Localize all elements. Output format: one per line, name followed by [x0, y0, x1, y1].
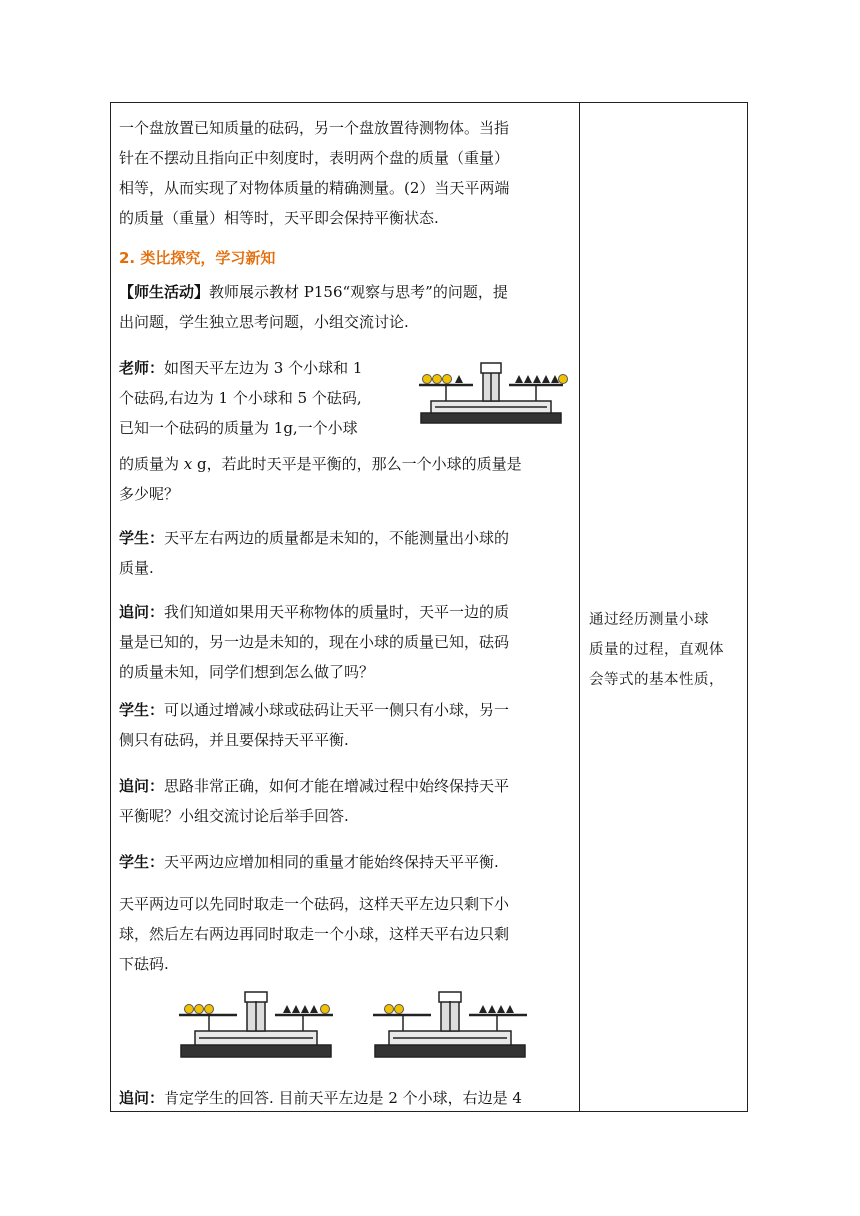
section-heading: 2. 类比探究，学习新知	[119, 249, 276, 267]
explanation-line: 天平两边可以先同时取走一个砝码，这样天平左边只剩下小	[119, 895, 510, 913]
activity-label: 【师生活动】	[119, 283, 210, 301]
teacher-paragraph	[119, 353, 409, 443]
balance-scale-figure-2	[173, 989, 339, 1059]
explanation-paragraph	[119, 889, 573, 979]
student-answer-3	[119, 847, 573, 877]
balls-left	[423, 375, 464, 384]
followup-label: 追问：	[119, 777, 165, 795]
followup-text: 量是已知的，另一边是未知的，现在小球的质量已知，砝码	[119, 633, 510, 651]
teacher-text: 的质量为	[119, 455, 184, 473]
followup-question-3	[119, 1083, 573, 1113]
explanation-line: 球，然后左右两边再同时取走一个小球，这样天平右边只剩	[119, 925, 510, 943]
student-text: 质量.	[119, 559, 154, 577]
note-line: 通过经历测量小球	[589, 612, 709, 628]
balance-scale-drawing	[419, 363, 563, 423]
student-label: 学生：	[119, 853, 165, 871]
teacher-text: 已知一个砝码的质量为 1g,一个小球	[119, 419, 358, 437]
intro-line: 相等，从而实现了对物体质量的精确测量。(2）当天平两端	[119, 179, 510, 197]
balls-left	[385, 1005, 404, 1014]
followup-label: 追问：	[119, 1089, 165, 1107]
intro-paragraph	[119, 113, 573, 233]
note-line: 会等式的基本性质，	[589, 672, 724, 688]
weights-right	[479, 1005, 514, 1013]
followup-text: 我们知道如果用天平称物体的质量时，天平一边的质	[164, 603, 510, 621]
balls-left	[185, 1005, 214, 1014]
balance-scale-drawing	[179, 992, 333, 1057]
followup-question-2	[119, 771, 573, 831]
followup-question-1	[119, 597, 573, 687]
weights-right	[515, 375, 568, 384]
followup-text: 的质量未知，同学们想到怎么做了吗？	[119, 663, 375, 681]
activity-text: 教师展示教材 P156“观察与思考”的问题，提	[209, 283, 508, 301]
student-text: 侧只有砝码，并且要保持天平平衡.	[119, 731, 349, 749]
balance-scale-figure-1	[411, 361, 571, 425]
intro-line: 一个盘放置已知质量的砝码，另一个盘放置待测物体。当指	[119, 119, 510, 137]
variable-x: x	[183, 455, 193, 473]
design-intent-note	[589, 605, 739, 695]
student-text: 天平左右两边的质量都是未知的，不能测量出小球的	[164, 529, 510, 547]
activity-text: 出问题，学生独立思考问题，小组交流讨论.	[119, 313, 409, 331]
followup-text: 平衡呢？小组交流讨论后举手回答.	[119, 807, 349, 825]
student-answer-1	[119, 523, 573, 583]
teacher-text: 个砝码,右边为 1 个小球和 5 个砝码,	[119, 389, 362, 407]
student-answer-2	[119, 695, 573, 755]
followup-text: 肯定学生的回答. 目前天平左边是 2 个小球，右边是 4	[164, 1089, 522, 1107]
intro-line: 针在不摆动且指向正中刻度时，表明两个盘的质量（重量）	[119, 149, 510, 167]
weights-right	[283, 1005, 330, 1014]
balance-scale-drawing	[373, 992, 527, 1057]
student-label: 学生：	[119, 529, 165, 547]
teacher-label: 老师：	[119, 359, 165, 377]
student-text: 天平两边应增加相同的重量才能始终保持天平平衡.	[164, 853, 499, 871]
intro-line: 的质量（重量）相等时，天平即会保持平衡状态.	[119, 209, 439, 227]
lesson-table	[110, 102, 748, 1112]
teacher-text: 如图天平左边为 3 个小球和 1	[164, 359, 363, 377]
activity-paragraph	[119, 277, 573, 337]
student-label: 学生：	[119, 701, 165, 719]
followup-label: 追问：	[119, 603, 165, 621]
followup-text: 思路非常正确，如何才能在增减过程中始终保持天平	[164, 777, 510, 795]
note-line: 质量的过程，直观体	[589, 642, 724, 658]
balance-scale-figure-3	[367, 989, 533, 1059]
teacher-text: 多少呢？	[119, 485, 180, 503]
student-text: 可以通过增减小球或砝码让天平一侧只有小球，另一	[164, 701, 510, 719]
teacher-paragraph-cont	[119, 449, 573, 509]
explanation-line: 下砝码.	[119, 955, 169, 973]
teacher-text: g，若此时天平是平衡的，那么一个小球的质量是	[192, 455, 522, 473]
column-divider	[579, 103, 580, 1111]
